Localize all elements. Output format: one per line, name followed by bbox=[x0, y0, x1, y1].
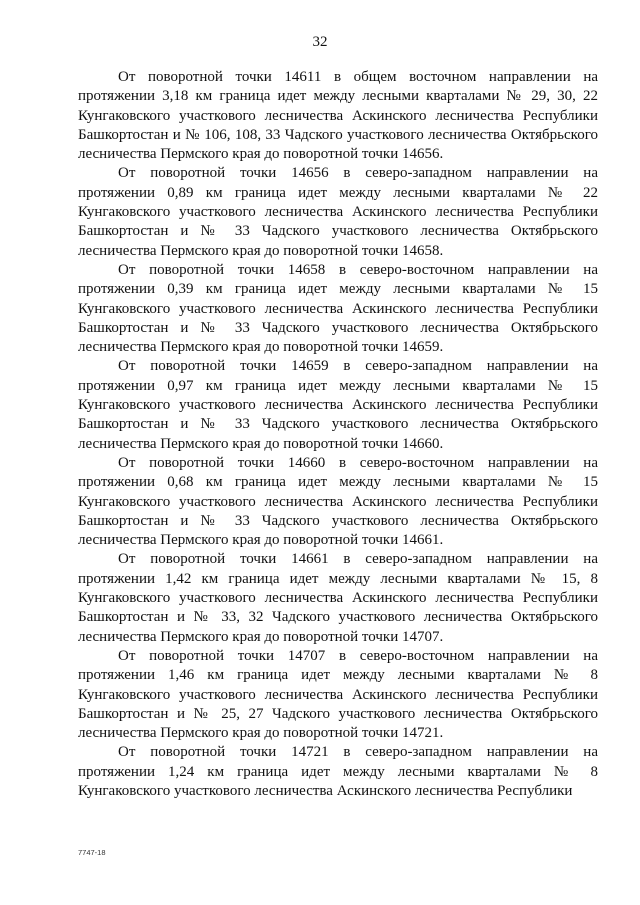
paragraph: От поворотной точки 14656 в северо-западном направлении на протяжении 0,89 км граница идет между лесными кварталами № 22 Кунгаковского участкового лесничества Аскинского лесничества Республики Башкортостан и № 33 Чадского участкового лесничества Октябрьского лесничества Пермского края до поворотной точки 14658. bbox=[78, 165, 598, 259]
paragraph: От поворотной точки 14707 в северо-восточном направлении на протяжении 1,46 км граница идет между лесными кварталами № 8 Кунгаковского участкового лесничества Аскинского лесничества Республики Башкортостан и № 25, 27 Чадского участкового лесничества Октябрьского лесничества Пермского края до поворотной точки 14721. bbox=[78, 647, 598, 742]
paragraph: От поворотной точки 14661 в северо-западном направлении на протяжении 1,42 км граница идет между лесными кварталами № 15, 8 Кунгаковского участкового лесничества Аскинского лесничества Республики Башкортостан и № 33, 32 Чадского участкового лесничества Октябрьского лесничества Пермского края до поворотной точки 14707. bbox=[78, 551, 598, 645]
paragraph: От поворотной точки 14611 в общем восточном направлении на протяжении 3,18 км граница идет между лесными кварталами № 29, 30, 22 Кунгаковского участкового лесничества Аскинского лесничества Республики Башкортостан и № 106, 108, 33 Чадского участкового лесничества Октябрьского лесничества Пермского края до поворотной точки 14656. bbox=[78, 69, 598, 163]
paragraph: От поворотной точки 14660 в северо-восточном направлении на протяжении 0,68 км граница идет между лесными кварталами № 15 Кунгаковского участкового лесничества Аскинского лесничества Республики Башкортостан и № 33 Чадского участкового лесничества Октябрьского лесничества Пермского края до поворотной точки 14661. bbox=[78, 454, 598, 549]
page-number: 32 bbox=[312, 34, 328, 50]
paragraph: От поворотной точки 14659 в северо-западном направлении на протяжении 0,97 км граница идет между лесными кварталами № 15 Кунгаковского участкового лесничества Аскинского лесничества Республики Башкортостан и № 33 Чадского участкового лесничества Октябрьского лесничества Пермского края до поворотной точки 14660. bbox=[78, 358, 598, 452]
document-body bbox=[78, 68, 598, 801]
paragraph: От поворотной точки 14721 в северо-западном направлении на протяжении 1,24 км граница идет между лесными кварталами № 8 Кунгаковского участкового лесничества Аскинского лесничества Республики bbox=[78, 744, 598, 799]
paragraph: От поворотной точки 14658 в северо-восточном направлении на протяжении 0,39 км граница идет между лесными кварталами № 15 Кунгаковского участкового лесничества Аскинского лесничества Республики Башкортостан и № 33 Чадского участкового лесничества Октябрьского лесничества Пермского края до поворотной точки 14659. bbox=[78, 261, 598, 356]
document-code: 7747-18 bbox=[78, 848, 106, 857]
